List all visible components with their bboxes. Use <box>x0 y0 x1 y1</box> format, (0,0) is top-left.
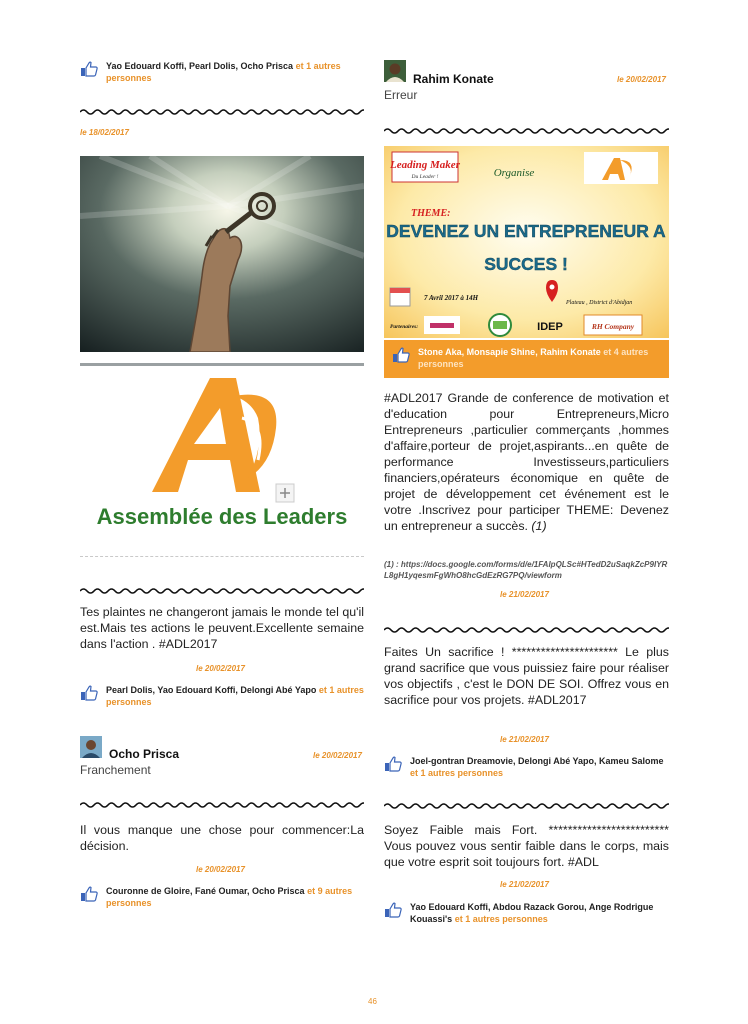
svg-text:Organise: Organise <box>493 167 535 179</box>
likes-summary[interactable] <box>80 60 365 84</box>
post-date: le 21/02/2017 <box>500 880 549 889</box>
post-date: le 20/02/2017 <box>196 664 245 673</box>
author-name[interactable]: Rahim Konate <box>413 72 494 86</box>
thumbs-up-icon <box>80 685 98 701</box>
page-number: 46 <box>368 997 377 1006</box>
image-divider <box>80 363 364 366</box>
footnote-link[interactable]: (1) : https://docs.google.com/forms/d/e/1FAIpQLSc#HTedD2uSaqkZcP9IYRL8gH1yqesmFgWhO8hcGdEzRG7PQ/viewform <box>384 560 668 580</box>
svg-text:DEVENEZ UN ENTREPRENEUR A: DEVENEZ UN ENTREPRENEUR A <box>386 221 666 241</box>
image-dashes <box>80 556 364 557</box>
avatar[interactable] <box>80 736 102 758</box>
likes-text: Yao Edouard Koffi, Pearl Dolis, Ocho Prisca et 1 autres personnes <box>106 61 341 83</box>
svg-text:Du Leader !: Du Leader ! <box>411 174 439 180</box>
likes-summary[interactable] <box>384 755 669 779</box>
post-text: Faites Un sacrifice ! ********************** Le plus grand sacrifice que vous puissiez faire pour réaliser vos objectifs , c'est le DON DE SOI. Offrez vous en sacrifice pour vos projets. #ADL2017 <box>384 645 669 707</box>
post-date: le 20/02/2017 <box>617 75 666 84</box>
thumbs-up-icon <box>384 756 402 772</box>
thumbs-up-icon <box>80 61 98 77</box>
author-name[interactable]: Ocho Prisca <box>109 747 180 761</box>
key-hand-photo[interactable] <box>80 156 364 352</box>
svg-text:Leading Maker: Leading Maker <box>390 159 460 171</box>
post-text: Tes plaintes ne changeront jamais le monde tel qu'il est.Mais tes actions le peuvent.Excellente semaine dans l'action . #ADL2017 <box>80 605 364 651</box>
svg-text:7 Avril 2017 à 14H: 7 Avril 2017 à 14H <box>424 294 479 302</box>
post-text: Soyez Faible mais Fort. ************************* Vous pouvez vous sentir faible dans le corps, mais que votre esprit soit toujours fort. #ADL <box>384 823 669 869</box>
likes-text: Joel-gontran Dreamovie, Delongi Abé Yapo, Kameu Salome et 1 autres personnes <box>410 756 664 778</box>
footnote-ref[interactable]: (1) <box>531 519 547 533</box>
thumbs-up-icon <box>392 347 410 363</box>
likes-text: Stone Aka, Monsapie Shine, Rahim Konate et 4 autres personnes <box>418 347 649 369</box>
post-date: le 20/02/2017 <box>196 865 245 874</box>
likes-summary[interactable] <box>384 901 669 925</box>
post-subtitle: Erreur <box>384 88 418 102</box>
wavy-separator <box>384 626 669 634</box>
svg-text:Plateau , District d'Abidjan: Plateau , District d'Abidjan <box>566 300 633 306</box>
adl-logo-image[interactable] <box>80 368 364 540</box>
post-date: le 21/02/2017 <box>500 590 549 599</box>
wavy-separator <box>384 127 669 135</box>
wavy-separator <box>80 108 364 116</box>
post-text: #ADL2017 Grande de conference de motivation et d'education pour Entrepreneurs,Micro Entrepreneurs ,particulier commerçants ,hommes d'affaire,porteur de projet,aspirants...en quête de performance Investisseurs,particuliers financiers,opérateurs économique en quête de projet de développement cet événement est le votre .Inscrivez pour participer THEME: Devenez un entrepreneur a succès. (1) <box>384 391 669 533</box>
likes-text: Pearl Dolis, Yao Edouard Koffi, Delongi Abé Yapo et 1 autres personnes <box>106 685 364 707</box>
post-subtitle: Franchement <box>80 763 151 777</box>
wavy-separator <box>384 802 669 810</box>
avatar[interactable] <box>384 60 406 82</box>
event-poster[interactable] <box>384 146 669 338</box>
likes-summary[interactable] <box>80 885 365 909</box>
svg-text:IDEP: IDEP <box>537 321 563 333</box>
logo-wordmark: Assemblée des Leaders <box>96 504 348 529</box>
post-date: le 20/02/2017 <box>313 751 362 760</box>
likes-summary[interactable] <box>80 684 365 708</box>
svg-text:SUCCES !: SUCCES ! <box>484 254 568 274</box>
likes-text: Yao Edouard Koffi, Abdou Razack Gorou, Ange Rodrigue Kouassi's et 1 autres personnes <box>410 902 654 924</box>
post-text: Il vous manque une chose pour commencer:La décision. <box>80 823 364 853</box>
post-date: le 21/02/2017 <box>500 735 549 744</box>
wavy-separator <box>80 801 364 809</box>
likes-summary[interactable] <box>384 340 669 378</box>
svg-text:THEME:: THEME: <box>411 208 451 219</box>
thumbs-up-icon <box>384 902 402 918</box>
likes-text: Couronne de Gloire, Fané Oumar, Ocho Prisca et 9 autres personnes <box>106 886 353 908</box>
svg-text:Partenaires:: Partenaires: <box>390 324 419 330</box>
svg-text:RH Company: RH Company <box>591 322 635 331</box>
thumbs-up-icon <box>80 886 98 902</box>
post-date: le 18/02/2017 <box>80 128 129 137</box>
wavy-separator <box>80 587 364 595</box>
